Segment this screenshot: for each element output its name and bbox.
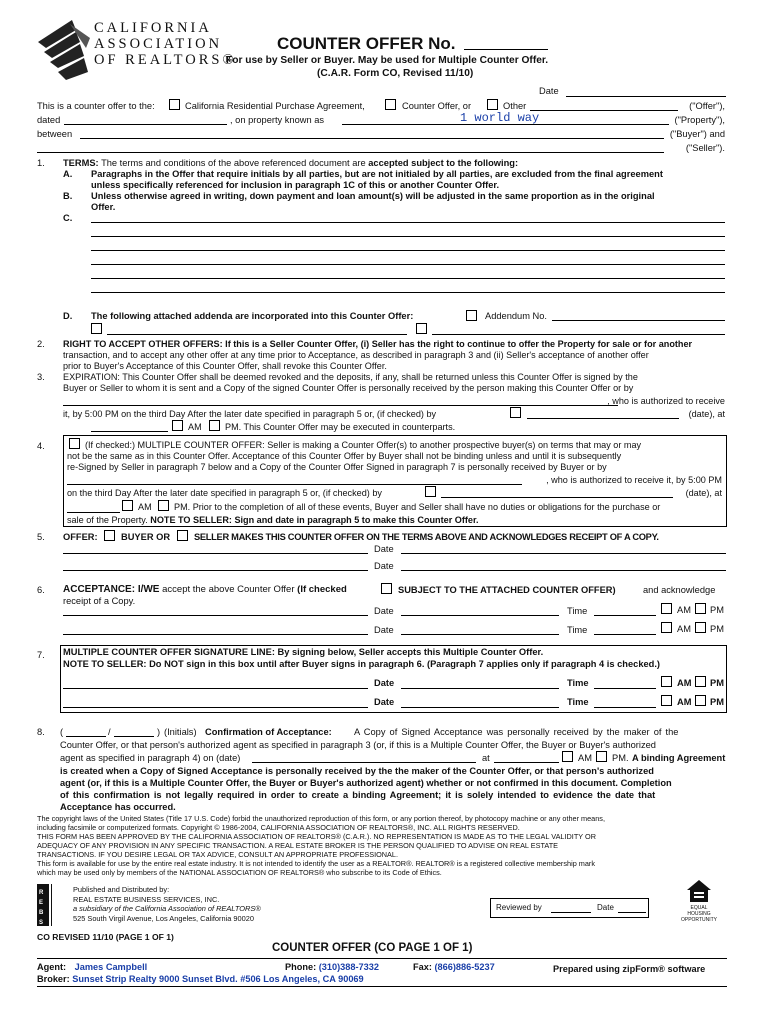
s4-time-field[interactable] [67,512,120,513]
s3-date-at: (date), at [688,409,725,419]
s5-date-field-2[interactable] [401,570,726,571]
initials-label: (Initials) [164,727,197,737]
s8-pm-checkbox[interactable] [596,751,607,762]
legal-line-5: TRANSACTIONS. IF YOU DESIRE LEGAL OR TAX ADVICE, CONSULT AN APPROPRIATE PROFESSIONAL. [37,850,399,859]
s5-date-label-1: Date [374,544,394,554]
s6-date-label-2: Date [374,625,394,635]
s3-line-5: PM. This Counter Offer may be executed in counterparts. [225,422,456,432]
s7-pm-checkbox-1[interactable] [695,676,706,687]
s4-note-to-seller: NOTE TO SELLER: Sign and date in paragraph 5 to make this Counter Offer. [150,515,479,525]
s3-line-1: EXPIRATION: This Counter Offer shall be deemed revoked and the deposits, if any, shall be returned unless this Counter Offer is signed by the [63,372,638,382]
s4-line-3: re-Signed by Seller in paragraph 7 below and a Copy of the Counter Offer Signed in paragraph 7 is personally received by Buyer or by [67,462,607,472]
s3-time-field[interactable] [91,431,168,432]
s6-date-label-1: Date [374,606,394,616]
reviewed-by-field[interactable] [551,912,591,913]
s7-am-label-1: AM [677,678,692,688]
form-revision: CO REVISED 11/10 (PAGE 1 OF 1) [37,932,174,942]
s8-date-field[interactable] [252,762,476,763]
addenda-checkbox-1[interactable] [91,323,102,334]
rebs-logo: R E B S [37,884,67,926]
terms-text: The terms and conditions of the above referenced document are [101,158,366,168]
addendum-label: Addendum No. [485,311,548,321]
s4-date-checkbox[interactable] [425,486,436,497]
receipt-of-copy: receipt of a Copy. [63,596,136,606]
acceptance-text: accept the above Counter Offer [162,584,295,595]
dated-field[interactable] [64,124,227,125]
s3-line-3: , who is authorized to receive [607,396,725,406]
section-2-number: 2. [37,339,45,349]
s5-date-label-2: Date [374,561,394,571]
subject-to-counter-label: SUBJECT TO THE ATTACHED COUNTER OFFER) [398,585,616,595]
legal-text [37,814,727,877]
section-1-number: 1. [37,158,45,168]
other-label: Other [503,101,527,111]
s3-date-field[interactable] [527,418,679,419]
section-7-number: 7. [37,650,45,660]
acceptance-label: ACCEPTANCE: I/WE [63,584,160,595]
eho-line-1: EQUAL HOUSING [687,905,711,917]
other-field[interactable] [530,110,678,111]
offer-date-field[interactable] [566,96,726,97]
logo-emblem-icon [36,18,92,84]
offer-label: OFFER: [63,532,98,542]
offer-buyer-checkbox[interactable] [104,530,115,541]
confirmation-label: Confirmation of Acceptance: [205,727,332,737]
s7-date-label-2: Date [374,697,395,707]
binding-agreement: A binding Agreement [632,753,726,763]
s8-am-checkbox[interactable] [562,751,573,762]
dated-label: dated [37,115,61,125]
publisher-line-1: Published and Distributed by: [73,885,170,894]
buyer-or-label: BUYER OR [121,532,171,542]
s7-date-field-1[interactable] [401,688,559,689]
s7-line-2: NOTE TO SELLER: Do NOT sign in this box until after Buyer signs in paragraph 6. (Paragraph 7 applies only if paragraph 4 is checked.) [63,659,661,669]
legal-line-1: The copyright laws of the United States (Title 17 U.S. Code) forbid the unauthorized reproduction of this form, or any portion thereof, by photocopy machine or any other means, [37,814,605,823]
s8-time-field[interactable] [494,762,559,763]
page-title: COUNTER OFFER No. [277,34,456,53]
footer-divider [37,958,727,959]
initials-field-2[interactable] [114,736,154,737]
s7-time-field-1[interactable] [594,688,656,689]
s6-date-field-1[interactable] [401,615,559,616]
para-c-line-6[interactable] [91,292,725,293]
para-b-text-2: Offer. [91,202,116,212]
s7-date-label-1: Date [374,678,395,688]
s8-line-3: agent as specified in paragraph 4) on (date) [60,753,241,763]
s6-signature-1[interactable] [63,615,368,616]
terms-line [63,158,518,168]
s7-pm-checkbox-2[interactable] [695,695,706,706]
s7-date-field-2[interactable] [401,707,559,708]
section-2-text [63,339,727,349]
acceptance-if-checked: (If checked [297,584,347,595]
s7-pm-label-2: PM [710,697,724,707]
offer-seller-checkbox[interactable] [177,530,188,541]
para-c-line-3[interactable] [91,250,725,251]
s4-authorized-field[interactable] [67,484,522,485]
fax-label: Fax: [413,962,432,972]
property-quote: ("Property"), [674,115,725,125]
para-c-line-1[interactable] [91,222,725,223]
s4-pm-checkbox[interactable] [158,500,169,511]
addenda-field-1[interactable] [107,334,407,335]
broker-info: Sunset Strip Realty 9000 Sunset Blvd. #506 Los Angeles, CA 90069 [72,974,364,984]
s7-time-label-1: Time [567,678,589,688]
publisher-line-4: 525 South Virgil Avenue, Los Angeles, California 90020 [73,913,254,923]
other-checkbox[interactable] [487,99,498,110]
initials-field-1[interactable] [66,736,106,737]
agent-fax: (866)886-5237 [434,962,495,972]
legal-line-6: This form is available for use by the entire real estate industry. It is not intended to identify the user as a REALTOR®. REALTOR® is a registered collective membership mark [37,859,595,868]
terms-label: TERMS: [63,158,99,168]
buyer-field[interactable] [80,138,664,139]
s6-pm-checkbox-1[interactable] [695,603,706,614]
s8-line-6: of this confirmation is not legally required in order to create a binding Agreement; it is solely intended to evidence the date that [60,790,656,800]
s3-am-checkbox[interactable] [172,420,183,431]
s2-line-3: prior to Buyer's Acceptance of this Counter Offer, shall revoke this Counter Offer. [63,361,387,371]
multiple-counter-checkbox[interactable] [69,438,80,449]
s4-line-4: , who is authorized to receive it, by 5:00 PM [546,475,722,485]
s7-am-checkbox-1[interactable] [661,676,672,687]
s4-date-field[interactable] [441,497,673,498]
reviewed-by-label: Reviewed by [496,903,542,912]
s4-line-1: (If checked:) MULTIPLE COUNTER OFFER: Seller is making a Counter Offer(s) to another prospective buyer(s) on terms that may or may [85,440,642,450]
s6-pm-label-2: PM [710,624,724,634]
s8-pm-label: PM. [612,753,629,763]
legal-line-7: which may be used only by members of the NATIONAL ASSOCIATION OF REALTORS® who subscribe to its Code of Ethics. [37,868,442,877]
s5-signature-1[interactable] [63,553,368,554]
subtitle: For use by Seller or Buyer. May be used for Multiple Counter Offer. [226,55,549,66]
buyer-quote: ("Buyer") and [669,129,725,139]
s3-am-label: AM [188,422,202,432]
section-8-number: 8. [37,727,45,737]
agent-phone: (310)388-7332 [318,962,379,972]
subject-to-counter-checkbox[interactable] [381,583,392,594]
legal-line-2: including facsimile or computerized formats. Copyright © 1986-2004, CALIFORNIA ASSOCIATION OF REALTORS®, INC. ALL RIGHTS RESERVED. [37,823,520,832]
para-c-label: C. [63,213,73,223]
terms-bold: accepted subject to the following: [368,158,519,168]
section-5-number: 5. [37,532,45,542]
between-label: between [37,129,73,139]
s8-line-7: Acceptance has occurred. [60,802,176,812]
seller-quote: ("Seller"). [685,143,725,153]
s8-line-1: A Copy of Signed Acceptance was personally received by the maker of the [354,727,679,737]
section-6-number: 6. [37,585,45,595]
s6-am-label-1: AM [677,605,691,615]
s3-line-2: Buyer or Seller to whom it is sent and a Copy of the signed Counter Offer is personally received by the person making this Counter Offer or by [63,383,634,393]
s8-line-4: is created when a Copy of Signed Acceptance is personally received by the the maker of the Counter Offer, or that person's authorized [60,766,654,776]
s6-pm-checkbox-2[interactable] [695,622,706,633]
addenda-field-2[interactable] [432,334,725,335]
publisher-line-3: a subsidiary of the California Association of REALTORS® [73,904,261,913]
s6-line-1 [63,584,347,595]
s7-time-label-2: Time [567,697,589,707]
offer-quote: ("Offer"), [689,101,725,111]
counter-offer-number-field[interactable] [464,49,548,50]
s4-am-checkbox[interactable] [122,500,133,511]
s4-line-7: sale of the Property. [67,515,148,525]
broker-label: Broker: [37,974,70,984]
agent-name: James Campbell [74,962,148,972]
s7-line-1: MULTIPLE COUNTER OFFER SIGNATURE LINE: By signing below, Seller accepts this Multiple Counter Offer. [63,647,544,657]
legal-line-4: ADEQUACY OF ANY PROVISION IN ANY SPECIFIC TRANSACTION. A REAL ESTATE BROKER IS THE PERSON QUALIFIED TO ADVISE ON REAL ESTATE [37,841,559,850]
s3-authorized-field[interactable] [63,405,618,406]
s3-pm-checkbox[interactable] [209,420,220,431]
legal-line-3: THIS FORM HAS BEEN APPROVED BY THE CALIFORNIA ASSOCIATION OF REALTORS® (C.A.R.). NO REPRESENTATION IS MADE AS TO THE LEGAL VALIDITY OR [37,832,596,841]
s4-am-label: AM [138,502,152,512]
s6-signature-2[interactable] [63,634,368,635]
s3-line-4: it, by 5:00 PM on the third Day After the later date specified in paragraph 5 or, (if checked) by [63,409,437,419]
s8-line-5: agent (or, if this is a Multiple Counter Offer, the Buyer or Buyer's authorized agent) whether or not confirmed in this document. Completion [60,778,672,788]
section-3-number: 3. [37,372,45,382]
para-c-line-5[interactable] [91,278,725,279]
para-a-label: A. [63,169,73,179]
s6-pm-label-1: PM [710,605,724,615]
s7-am-label-2: AM [677,697,692,707]
date-label: Date [539,86,559,96]
s6-am-checkbox-2[interactable] [661,622,672,633]
addendum-field[interactable] [552,320,725,321]
para-b-text-1: Unless otherwise agreed in writing, down payment and loan amount(s) will be adjusted in the same proportion as in the original [91,191,655,201]
section-4-number: 4. [37,441,45,451]
s8-at-label: at [482,753,490,763]
property-value: 1 world way [460,111,540,125]
logo-line-3: OF REALTORS® [94,52,237,68]
s6-time-label-2: Time [567,625,588,635]
s5-date-field-1[interactable] [401,553,726,554]
addenda-checkbox-2[interactable] [416,323,427,334]
footer-title: COUNTER OFFER (CO PAGE 1 OF 1) [272,942,473,954]
acknowledge-label: and acknowledge [643,585,716,595]
prepared-using: Prepared using zipForm® software [553,964,706,974]
s5-signature-2[interactable] [63,570,368,571]
seller-makes-text: SELLER MAKES THIS COUNTER OFFER ON THE TERMS ABOVE AND ACKNOWLEDGES RECEIPT OF A COPY. [194,532,659,542]
s2-line-1: RIGHT TO ACCEPT OTHER OFFERS: If this is a Seller Counter Offer, (i) Seller has the right to continue to offer the Property for sale or for another [63,339,693,349]
s7-signature-1[interactable] [63,688,368,689]
rpa-checkbox[interactable] [169,99,180,110]
publisher-line-2: REAL ESTATE BUSINESS SERVICES, INC. [73,894,220,904]
rpa-label: California Residential Purchase Agreement, [185,101,365,111]
s6-am-label-2: AM [677,624,691,634]
s4-line-6: PM. Prior to the completion of all of these events, Buyer and Seller shall have no duties or obligations for the purchase or [174,502,661,512]
form-code: (C.A.R. Form CO, Revised 11/10) [317,68,474,79]
counter-to-label: This is a counter offer to the: [37,101,155,111]
counter-offer-checkbox[interactable] [385,99,396,110]
s8-am-label: AM [578,753,592,763]
s3-date-checkbox[interactable] [510,407,521,418]
eho-text [680,905,718,923]
phone-label: Phone: [285,962,317,972]
s4-date-at: (date), at [685,488,722,498]
s6-time-field-2[interactable] [594,634,656,635]
s4-line-5: on the third Day After the later date specified in paragraph 5 or, (if checked) by [67,488,382,498]
para-c-line-4[interactable] [91,264,725,265]
para-a-text-1: Paragraphs in the Offer that require initials by all parties, but are not initialed by all parties, are excluded from the final agreement [91,169,663,179]
footer-bottom-divider [37,986,727,987]
equal-housing-icon [686,879,712,903]
para-b-label: B. [63,191,73,201]
s7-signature-2[interactable] [63,707,368,708]
s7-pm-label-1: PM [710,678,724,688]
para-d-label: D. [63,311,73,321]
logo-line-1: CALIFORNIA [94,20,212,36]
addendum-checkbox[interactable] [466,310,477,321]
s6-am-checkbox-1[interactable] [661,603,672,614]
agent-label: Agent: [37,962,67,972]
s6-time-label-1: Time [567,606,588,616]
seller-field[interactable] [37,152,664,153]
reviewed-date-label: Date [597,903,614,912]
para-d-text: The following attached addenda are incorporated into this Counter Offer: [91,311,414,321]
reviewed-date-field[interactable] [618,912,646,913]
eho-line-2: OPPORTUNITY [680,917,718,923]
s6-time-field-1[interactable] [594,615,656,616]
counter-offer-label: Counter Offer, or [402,101,472,111]
para-c-line-2[interactable] [91,236,725,237]
s2-line-2: transaction, and to accept any other offer at any time prior to Acceptance, as described in paragraph 3 and (ii) Seller's acceptance of another offer [63,350,649,360]
s6-date-field-2[interactable] [401,634,559,635]
publisher-block [73,885,261,923]
s4-line-2: not be the same as in this Counter Offer. Acceptance of this Counter Offer by Buyer shall not be binding unless and until it is subsequently [67,451,622,461]
logo-line-2: ASSOCIATION [94,36,223,52]
s7-time-field-2[interactable] [594,707,656,708]
property-label: , on property known as [230,115,325,125]
s8-line-2: Counter Offer, or that person's authorized agent as specified in paragraph 3 (or, if this is a Multiple Counter Offer, the Buyer or Buyer's authorized [60,740,656,750]
s7-am-checkbox-2[interactable] [661,695,672,706]
para-a-text-2: unless specifically referenced for inclusion in paragraph 1C of this or another Counter Offer. [91,180,500,190]
